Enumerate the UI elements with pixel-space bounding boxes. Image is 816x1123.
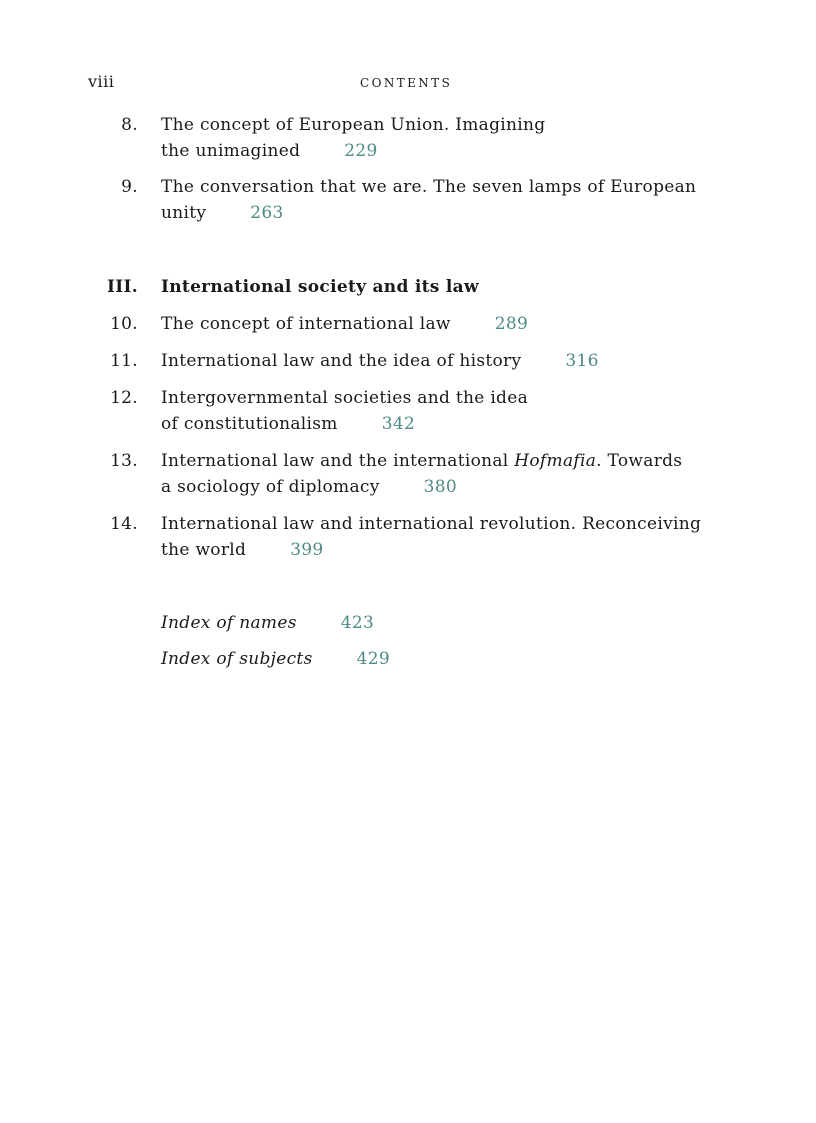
chapter-title: International law and the international Hofmafia. Towards a sociology of diplomacy 380 — [161, 451, 683, 497]
chapter-title: The concept of European Union. Imagining the unimagined 229 — [161, 115, 546, 161]
index-label: Index of subjects — [161, 649, 313, 669]
part-number: III. — [107, 277, 138, 297]
page-number[interactable]: 342 — [381, 414, 416, 434]
running-head — [88, 72, 458, 96]
page-number[interactable]: 380 — [423, 477, 457, 497]
chapter-number: 8. — [121, 115, 138, 135]
chapter-number: 9. — [121, 177, 138, 197]
page-number[interactable]: 316 — [565, 351, 599, 371]
chapter-title: International law and international revolution. Reconceiving the world 399 — [161, 514, 702, 560]
chapter-number: 12. — [110, 388, 138, 408]
chapter-title: International law and the idea of history 316 — [161, 351, 599, 371]
index-label: Index of names — [161, 613, 297, 633]
chapter-title: The conversation that we are. The seven lamps of European unity 263 — [161, 177, 697, 223]
folio: viii — [88, 72, 115, 91]
page-number[interactable]: 429 — [356, 649, 390, 669]
page-number[interactable]: 423 — [340, 613, 375, 633]
chapter-number: 10. — [110, 314, 138, 334]
part-title: International society and its law — [161, 277, 479, 297]
italic-term: Hofmafia — [514, 451, 597, 471]
chapter-number: 13. — [110, 451, 138, 471]
chapter-number: 14. — [110, 514, 138, 534]
running-title: CONTENTS — [360, 76, 453, 90]
page-number[interactable]: 399 — [290, 540, 324, 560]
chapter-number: 11. — [110, 351, 138, 371]
page-number[interactable]: 229 — [344, 141, 378, 161]
chapter-title: Intergovernmental societies and the idea of constitutionalism 342 — [161, 388, 529, 434]
chapter-title: The concept of international law 289 — [161, 314, 529, 334]
page-number[interactable]: 289 — [494, 314, 529, 334]
page-number[interactable]: 263 — [250, 203, 284, 223]
